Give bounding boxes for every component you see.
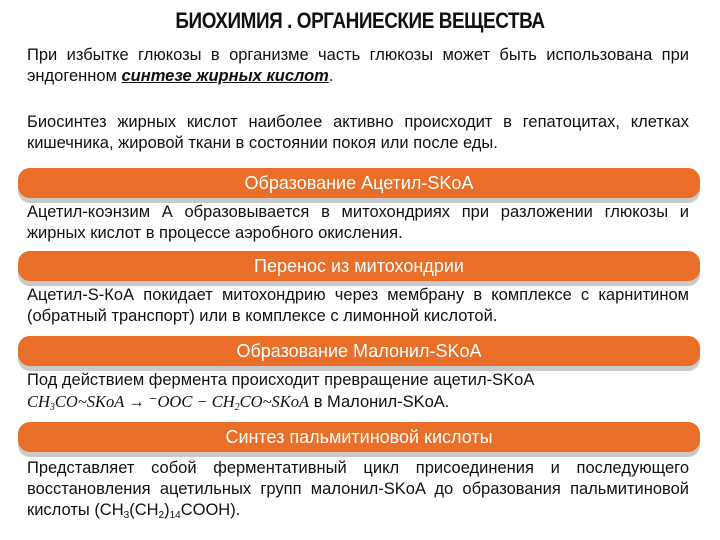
malonyl-formula: $CH_3CO\sim SKoA \to ^-OOC$ − $CH_2CO\sim SKoA$ (27, 392, 310, 413)
section-header-acetyl: Образование Ацетил-SKoA (18, 168, 700, 198)
intro-period: . (328, 67, 334, 85)
malonyl-text: Под действием фермента происходит превращение ацетил-SKoA (27, 371, 535, 389)
intro-emphasis: синтезе жирных кислот (121, 67, 329, 85)
intro-paragraph (27, 45, 689, 87)
section-header-transport: Перенос из митохондрии (18, 251, 700, 281)
section-text-palmitic: Представляет собой ферментативный цикл присоединения и последующего восстановления ацетильных групп малонил-SKoA до образования пальмитиновой кислоты $(CH_3(CH_2)_{14}COOH)$. (27, 459, 689, 521)
section-text-transport: Ацетил-S-КоА покидает митохондрию через мембрану в комплексе с карнитином (обратный транспорт) или в комплексе с лимонной кислотой. (27, 286, 689, 325)
section-text-malonyl (27, 370, 689, 413)
section-header-malonyl: Образование Малонил-SKoA (18, 336, 700, 366)
intro-text: При избытке глюкозы в организме часть глюкозы может быть использована при эндогенном (27, 46, 689, 85)
malonyl-text-after: в Малонил-SKoA. (309, 393, 450, 411)
section-header-palmitic: Синтез пальмитиновой кислоты (18, 422, 700, 452)
section-text-acetyl: Ацетил-коэнзим А образовывается в митохондриях при разложении глюкозы и жирных кислот в процессе аэробного окисления. (27, 203, 689, 242)
biosynthesis-paragraph: Биосинтез жирных кислот наиболее активно происходит в гепатоцитах, клетках кишечника, жировой ткани в состоянии покоя или после еды. (27, 113, 689, 152)
page-title: БИОХИМИЯ . ОРГАНИЕСКИЕ ВЕЩЕСТВА (175, 8, 545, 33)
